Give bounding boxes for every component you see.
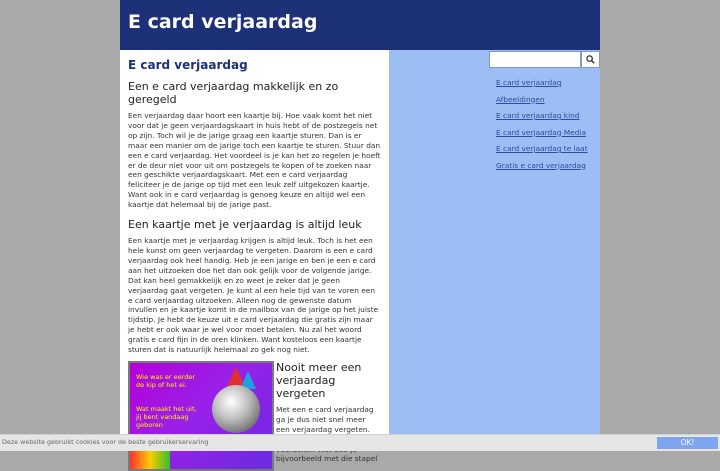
section-text-2: Een kaartje met je verjaardag krijgen is altijd leuk. Toch is het een hele kunst om geen verjaardag te vergeten. Daarom is een e card verjaardag ook heel handig. Heb je een jarige en ben je een e card aan het uitzoeken doe het dan ook gelijk voor de volgende jarige. Dat kan heel gemakkelijk en zo weet je zeker dat je geen verjaardag gaat vergeten. Je kunt al een hele tijd van te voren een e card verjaardag uitzoeken. Alleen nog de gewenste datum invullen en je kaartje komt in de mailbox van de jarige op het juiste tijdstip. Je hebt de keuze uit e card verjaardag die gratis zijn maar je hebt er ook waar je wel voor moet betalen. Nu zal het woord gratis e card fijn in de oren klinken. Want kosteloos een kaartje sturen dat is natuurlijk helemaal zo gek nog niet. (128, 236, 379, 355)
cookie-bar (0, 434, 720, 451)
page-container (120, 0, 600, 464)
sidebar-link-kind[interactable]: E card verjaardag kind (496, 111, 580, 120)
section-heading-3: Nooit meer een verjaardag vergeten (276, 360, 362, 400)
sidebar (389, 50, 600, 450)
section-text-1: Een verjaardag daar hoort een kaartje bij. Hoe vaak komt het niet voor dat je geen verjaardagskaart in huis hebt of de postzegels net op zijn. Toch wil je de jarige graag een kaartje sturen. Dan is er maar een manier om de jarige toch een kaartje te sturen. Stuur dan een e card verjaardag. Het voordeel is je kan het zo regelen je hoeft er de deur niet voor uit om postzegels te kopen of te zoeken naar een geschikte verjaardagskaart. Met een e card verjaardag feliciteer je de jarige op tijd met een leuk zelf uitgekozen kaartje. Want ook in e card verjaardag is genoeg keuze en altijd wel een kaartje dat helemaal bij de jarige past. (128, 111, 381, 210)
section-heading-2: Een kaartje met je verjaardag is altijd leuk (128, 218, 362, 232)
sidebar-link-te-laat[interactable]: E card verjaardag te laat (496, 144, 588, 153)
image-caption-2: Wat maakt het uit, jij bent vandaag geboren (136, 404, 197, 429)
search-icon (586, 55, 595, 64)
sidebar-link-afbeeldingen[interactable]: Afbeeldingen (496, 94, 545, 104)
site-header (120, 0, 600, 50)
sidebar-link-media[interactable]: E card verjaardag Media (496, 127, 586, 137)
cookie-message: Deze website gebruikt cookies voor de beste gebruikerservaring (2, 438, 209, 446)
sidebar-spacer (389, 50, 489, 450)
main-content (120, 50, 389, 464)
search-input[interactable] (489, 51, 581, 68)
section-text-3: Met een e card verjaardag ga je dus niet snel meer een verjaardag vergeten. bijvoorbeeld met die stapel (276, 404, 378, 464)
rainbow-shape (130, 451, 170, 469)
cookie-ok-button[interactable]: OK! (657, 437, 718, 449)
image-caption-1: Wie was er eerder de kip of het ei. (136, 372, 195, 389)
search-button[interactable] (581, 51, 600, 68)
site-title[interactable]: E card verjaardag (128, 11, 318, 33)
ecard-image (128, 361, 274, 471)
section-heading-1: Een e card verjaardag makkelijk en zo geregeld (128, 80, 339, 106)
sidebar-link-gratis[interactable]: Gratis e card verjaardag (496, 160, 586, 170)
sidebar-link-e-card-verjaardag[interactable]: E card verjaardag (496, 78, 562, 87)
page-title: E card verjaardag (128, 58, 248, 72)
sidebar-nav (496, 70, 588, 169)
bird-head-shape (212, 385, 260, 433)
